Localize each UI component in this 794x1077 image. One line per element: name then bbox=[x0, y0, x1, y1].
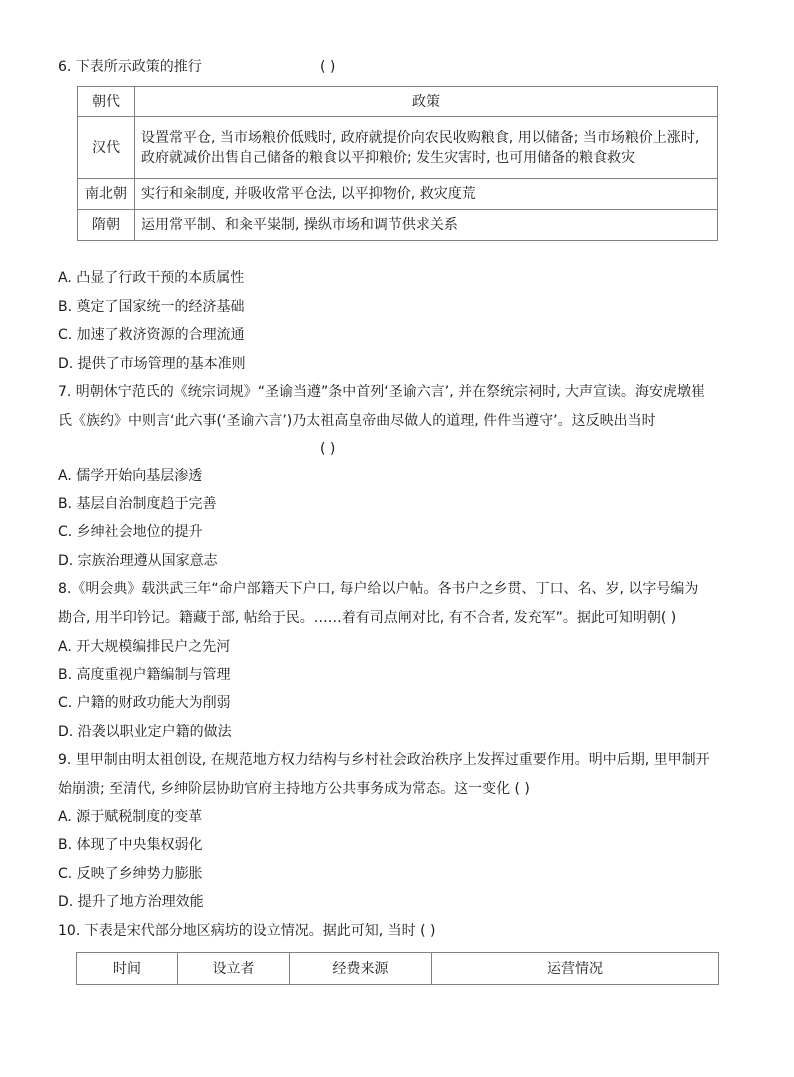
cell-dynasty: 汉代 bbox=[78, 117, 135, 179]
table-header-row bbox=[78, 87, 718, 117]
q10-hospital-table bbox=[76, 952, 719, 985]
header-policy: 政策 bbox=[135, 87, 718, 117]
q8-option-c: C. 户籍的财政功能大为削弱 bbox=[58, 695, 231, 711]
q6-option-a: A. 凸显了行政干预的本质属性 bbox=[58, 270, 245, 286]
header-time: 时间 bbox=[77, 953, 178, 985]
q9-stem-line: 9. 里甲制由明太祖创设, 在规范地方权力结构与乡村社会政治秩序上发挥过重要作用。明中后期, 里甲制开 bbox=[58, 752, 710, 768]
q7-option-d: D. 宗族治理遵从国家意志 bbox=[58, 553, 218, 569]
policy-line: 政府就减价出售自己储备的粮食以平抑粮价; 发生灾害时, 也可用储备的粮食救灾 bbox=[141, 149, 636, 166]
q8-stem-line: 8.《明会典》载洪武三年“命户部籍天下户口, 每户给以户帖。各书户之乡贯、丁口、名、岁, 以字号编为 bbox=[58, 581, 699, 597]
q8-option-d: D. 沿袭以职业定户籍的做法 bbox=[58, 724, 232, 740]
q9-stem-line: 始崩溃; 至清代, 乡绅阶层协助官府主持地方公共事务成为常态。这一变化 ( ) bbox=[58, 781, 530, 797]
table-header-row bbox=[77, 953, 719, 985]
q7-option-b: B. 基层自治制度趋于完善 bbox=[58, 496, 217, 512]
q7-stem-line: 氏《族约》中则言‘此六事(‘圣谕六言’)乃太祖高皇帝曲尽做人的道理, 件件当遵守’。这反映出当时 bbox=[58, 413, 656, 429]
header-funding: 经费来源 bbox=[290, 953, 432, 985]
q10-stem: 10. 下表是宋代部分地区病坊的设立情况。据此可知, 当时 ( ) bbox=[58, 923, 436, 939]
q6-option-c: C. 加速了救济资源的合理流通 bbox=[58, 327, 245, 343]
table-row bbox=[78, 117, 718, 179]
q7-option-a: A. 儒学开始向基层渗透 bbox=[58, 468, 203, 484]
q6-option-d: D. 提供了市场管理的基本准则 bbox=[58, 356, 246, 372]
q7-answer-paren: ( ) bbox=[320, 441, 336, 457]
q6-option-b: B. 奠定了国家统一的经济基础 bbox=[58, 299, 245, 315]
q8-stem-line: 勘合, 用半印钤记。籍藏于部, 帖给于民。……着有司点闸对比, 有不合者, 发充军”。据此可知明朝( ) bbox=[58, 610, 677, 626]
q7-stem-line: 7. 明朝休宁范氏的《统宗词规》“圣谕当遵”条中首列‘圣谕六言’, 并在祭统宗祠时, 大声宣读。海安虎墩崔 bbox=[58, 384, 706, 400]
q8-option-b: B. 高度重视户籍编制与管理 bbox=[58, 667, 231, 683]
cell-dynasty: 南北朝 bbox=[78, 179, 135, 210]
q6-stem: 6. 下表所示政策的推行 bbox=[58, 59, 202, 75]
cell-policy: 运用常平制、和籴平粜制, 操纵市场和调节供求关系 bbox=[135, 210, 718, 241]
q9-option-d: D. 提升了地方治理效能 bbox=[58, 894, 204, 910]
cell-policy: 实行和籴制度, 并吸收常平仓法, 以平抑物价, 救灾度荒 bbox=[135, 179, 718, 210]
cell-policy bbox=[135, 117, 718, 179]
header-operation: 运营情况 bbox=[432, 953, 719, 985]
q9-option-a: A. 源于赋税制度的变革 bbox=[58, 809, 203, 825]
q6-policy-table bbox=[77, 86, 718, 241]
cell-dynasty: 隋朝 bbox=[78, 210, 135, 241]
table-row bbox=[78, 210, 718, 241]
q9-option-b: B. 体现了中央集权弱化 bbox=[58, 837, 203, 853]
q6-answer-paren: ( ) bbox=[320, 59, 336, 75]
table-row bbox=[78, 179, 718, 210]
q7-option-c: C. 乡绅社会地位的提升 bbox=[58, 524, 203, 540]
header-founder: 设立者 bbox=[178, 953, 290, 985]
policy-line: 设置常平仓, 当市场粮价低贱时, 政府就提价向农民收购粮食, 用以储备; 当市场粮价上涨时, bbox=[141, 129, 700, 146]
header-dynasty: 朝代 bbox=[78, 87, 135, 117]
q8-option-a: A. 开大规模编排民户之先河 bbox=[58, 639, 231, 655]
q9-option-c: C. 反映了乡绅势力膨胀 bbox=[58, 866, 203, 882]
